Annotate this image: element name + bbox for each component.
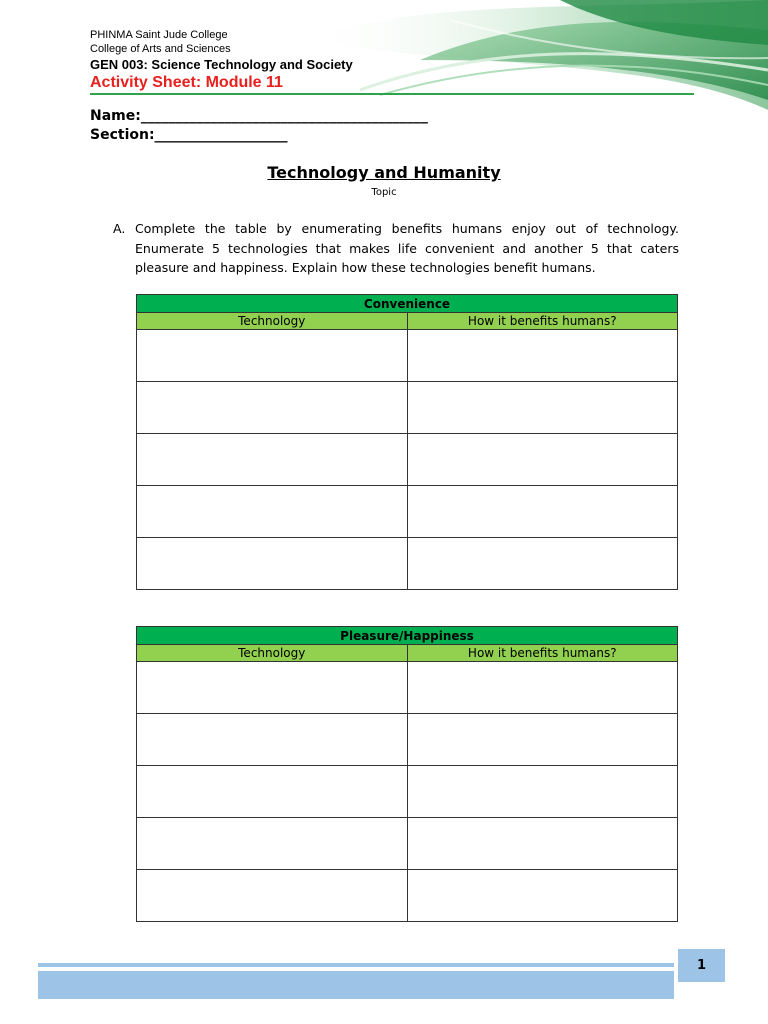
technology-cell[interactable]: [137, 870, 408, 922]
technology-cell[interactable]: [137, 330, 408, 382]
table-row: [137, 486, 678, 538]
benefit-cell[interactable]: [407, 766, 678, 818]
table-caption: Convenience: [137, 295, 678, 313]
benefit-cell[interactable]: [407, 434, 678, 486]
benefit-cell[interactable]: [407, 330, 678, 382]
technology-cell[interactable]: [137, 714, 408, 766]
convenience-table: [136, 294, 678, 590]
table-row: [137, 766, 678, 818]
name-field[interactable]: Name:_________________________________________: [90, 108, 428, 124]
document-header: [90, 28, 353, 93]
column-header-benefits: How it benefits humans?: [407, 313, 678, 330]
table-row: [137, 870, 678, 922]
technology-cell[interactable]: [137, 662, 408, 714]
table-row: [137, 330, 678, 382]
column-header-technology: Technology: [137, 645, 408, 662]
column-header-technology: Technology: [137, 313, 408, 330]
college-name: College of Arts and Sciences: [90, 43, 231, 55]
benefit-cell[interactable]: [407, 870, 678, 922]
table-caption: Pleasure/Happiness: [137, 627, 678, 645]
instruction-text: Complete the table by enumerating benefits humans enjoy out of technology. Enumerate 5 technologies that makes life convenient and another 5 that caters pleasure and happiness. Explain how these technologies benefit humans.: [135, 221, 679, 275]
technology-cell[interactable]: [137, 538, 408, 590]
benefit-cell[interactable]: [407, 486, 678, 538]
footer-rule: [38, 963, 674, 967]
table-row: [137, 382, 678, 434]
technology-cell[interactable]: [137, 766, 408, 818]
instruction-marker: A.: [113, 221, 126, 236]
column-header-benefits: How it benefits humans?: [407, 645, 678, 662]
pleasure-happiness-table: [136, 626, 678, 922]
table-row: [137, 434, 678, 486]
instruction-item: [113, 219, 679, 278]
benefit-cell[interactable]: [407, 818, 678, 870]
table-row: [137, 714, 678, 766]
page-subtitle: Topic: [371, 187, 397, 198]
section-field[interactable]: Section:___________________: [90, 127, 288, 143]
header-rule: [90, 93, 694, 95]
page-number: 1: [678, 949, 725, 982]
course-title: GEN 003: Science Technology and Society: [90, 57, 353, 72]
benefit-cell[interactable]: [407, 714, 678, 766]
benefit-cell[interactable]: [407, 662, 678, 714]
technology-cell[interactable]: [137, 382, 408, 434]
table-row: [137, 662, 678, 714]
activity-title: Activity Sheet: Module 11: [90, 74, 283, 91]
table-row: [137, 818, 678, 870]
technology-cell[interactable]: [137, 434, 408, 486]
table-row: [137, 538, 678, 590]
technology-cell[interactable]: [137, 818, 408, 870]
page-title: Technology and Humanity: [267, 163, 501, 182]
benefit-cell[interactable]: [407, 538, 678, 590]
benefit-cell[interactable]: [407, 382, 678, 434]
technology-cell[interactable]: [137, 486, 408, 538]
school-name: PHINMA Saint Jude College: [90, 29, 228, 41]
footer-band: [38, 971, 674, 999]
